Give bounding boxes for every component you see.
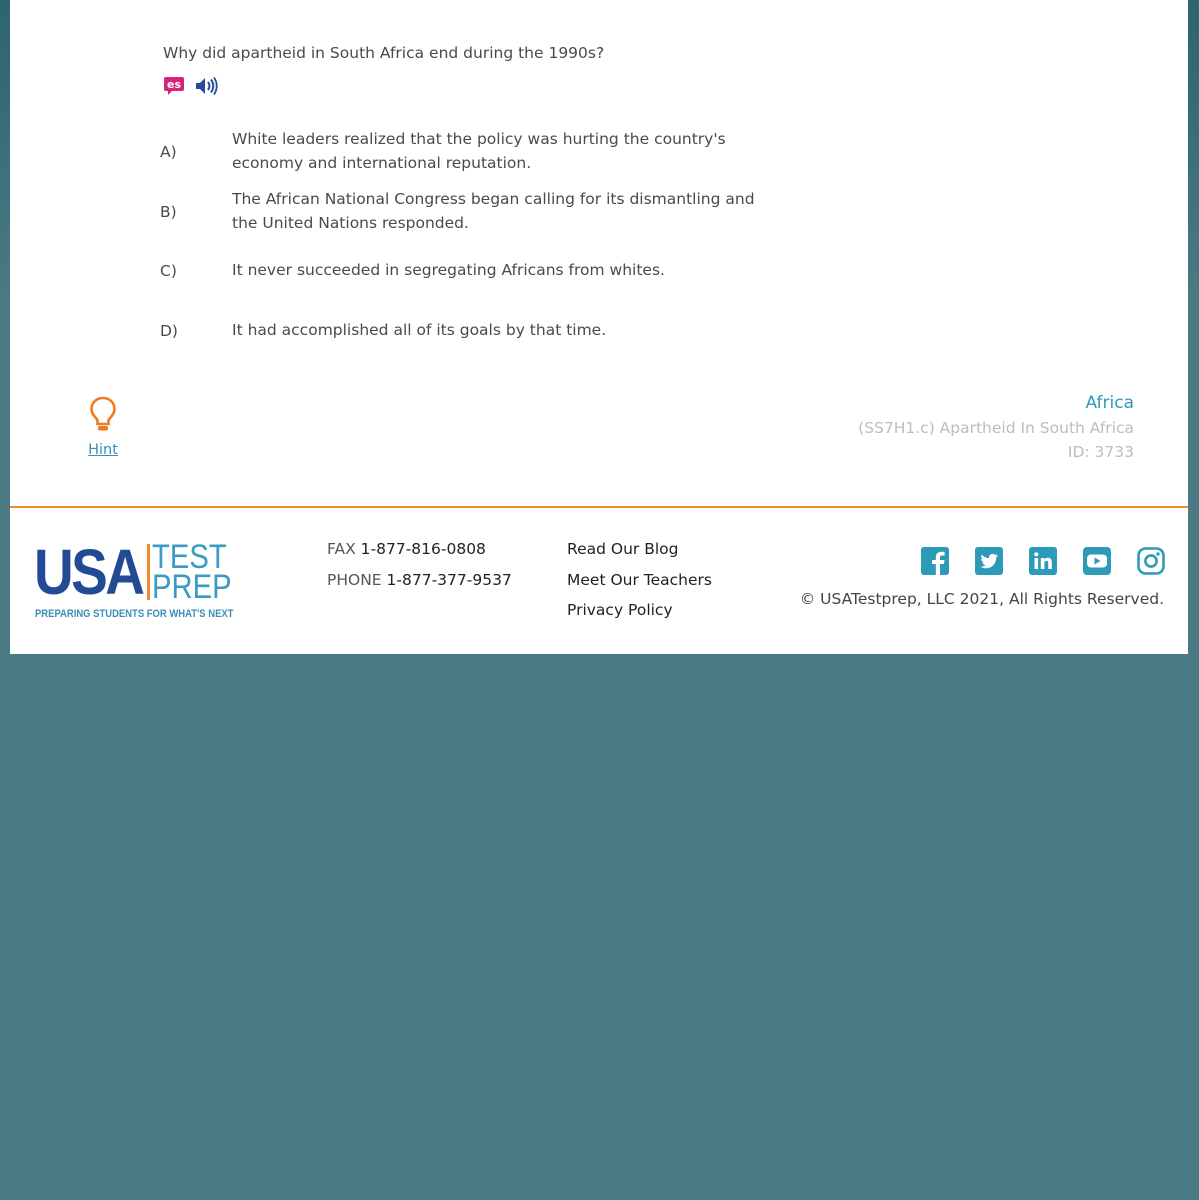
logo-prep-text: PREP <box>152 568 232 606</box>
answer-letter: C) <box>160 261 177 280</box>
answer-letter: D) <box>160 321 178 340</box>
fax-label: FAX <box>327 540 356 558</box>
question-card <box>10 0 1188 506</box>
question-id: ID: 3733 <box>1067 443 1134 461</box>
answer-option-c[interactable] <box>160 259 800 283</box>
answer-letter: A) <box>160 142 177 161</box>
answer-option-b[interactable] <box>160 188 800 235</box>
question-tools <box>162 75 218 97</box>
phone-line <box>327 565 512 596</box>
usatestprep-logo[interactable] <box>34 536 234 622</box>
instagram-icon[interactable] <box>1136 546 1166 576</box>
contact-info <box>327 534 512 596</box>
read-our-blog-link[interactable]: Read Our Blog <box>567 540 679 558</box>
twitter-icon[interactable] <box>974 546 1004 576</box>
logo-divider <box>147 544 150 600</box>
topic-link[interactable]: Africa <box>1085 393 1134 413</box>
standard-label: (SS7H1.c) Apartheid In South Africa <box>858 419 1134 437</box>
footer-links <box>567 534 712 626</box>
footer <box>10 506 1188 654</box>
hint-label[interactable]: Hint <box>88 442 118 458</box>
spanish-translate-icon[interactable] <box>162 75 186 97</box>
question-text: Why did apartheid in South Africa end during the 1990s? <box>163 44 605 62</box>
answer-text: It had accomplished all of its goals by that time. <box>232 321 607 339</box>
social-links <box>920 546 1166 576</box>
facebook-icon[interactable] <box>920 546 950 576</box>
answer-text: White leaders realized that the policy was hurting the country's economy and international reputation. <box>232 130 726 172</box>
hint-button[interactable] <box>78 396 128 458</box>
answer-text: The African National Congress began calling for its dismantling and the United Nations responded. <box>232 190 755 232</box>
privacy-policy-link[interactable]: Privacy Policy <box>567 601 673 619</box>
logo-tagline: PREPARING STUDENTS FOR WHAT'S NEXT <box>35 608 234 620</box>
linkedin-icon[interactable] <box>1028 546 1058 576</box>
phone-number[interactable]: 1-877-377-9537 <box>386 571 512 589</box>
answer-option-d[interactable] <box>160 319 800 343</box>
svg-text:es: es <box>166 78 182 91</box>
lightbulb-icon <box>89 396 117 434</box>
youtube-icon[interactable] <box>1082 546 1112 576</box>
fax-line <box>327 534 512 565</box>
answer-letter: B) <box>160 202 177 221</box>
answer-option-a[interactable] <box>160 128 800 175</box>
logo-usa-text: USA <box>34 536 143 608</box>
copyright-text: © USATestprep, LLC 2021, All Rights Reserved. <box>799 590 1164 608</box>
meet-our-teachers-link[interactable]: Meet Our Teachers <box>567 570 712 589</box>
question-meta <box>858 390 1134 464</box>
answer-text: It never succeeded in segregating Africans from whites. <box>232 261 665 279</box>
phone-label: PHONE <box>327 571 382 589</box>
logo-test-text: TEST <box>152 538 227 576</box>
audio-speaker-icon[interactable] <box>194 75 218 97</box>
fax-number[interactable]: 1-877-816-0808 <box>360 540 486 558</box>
